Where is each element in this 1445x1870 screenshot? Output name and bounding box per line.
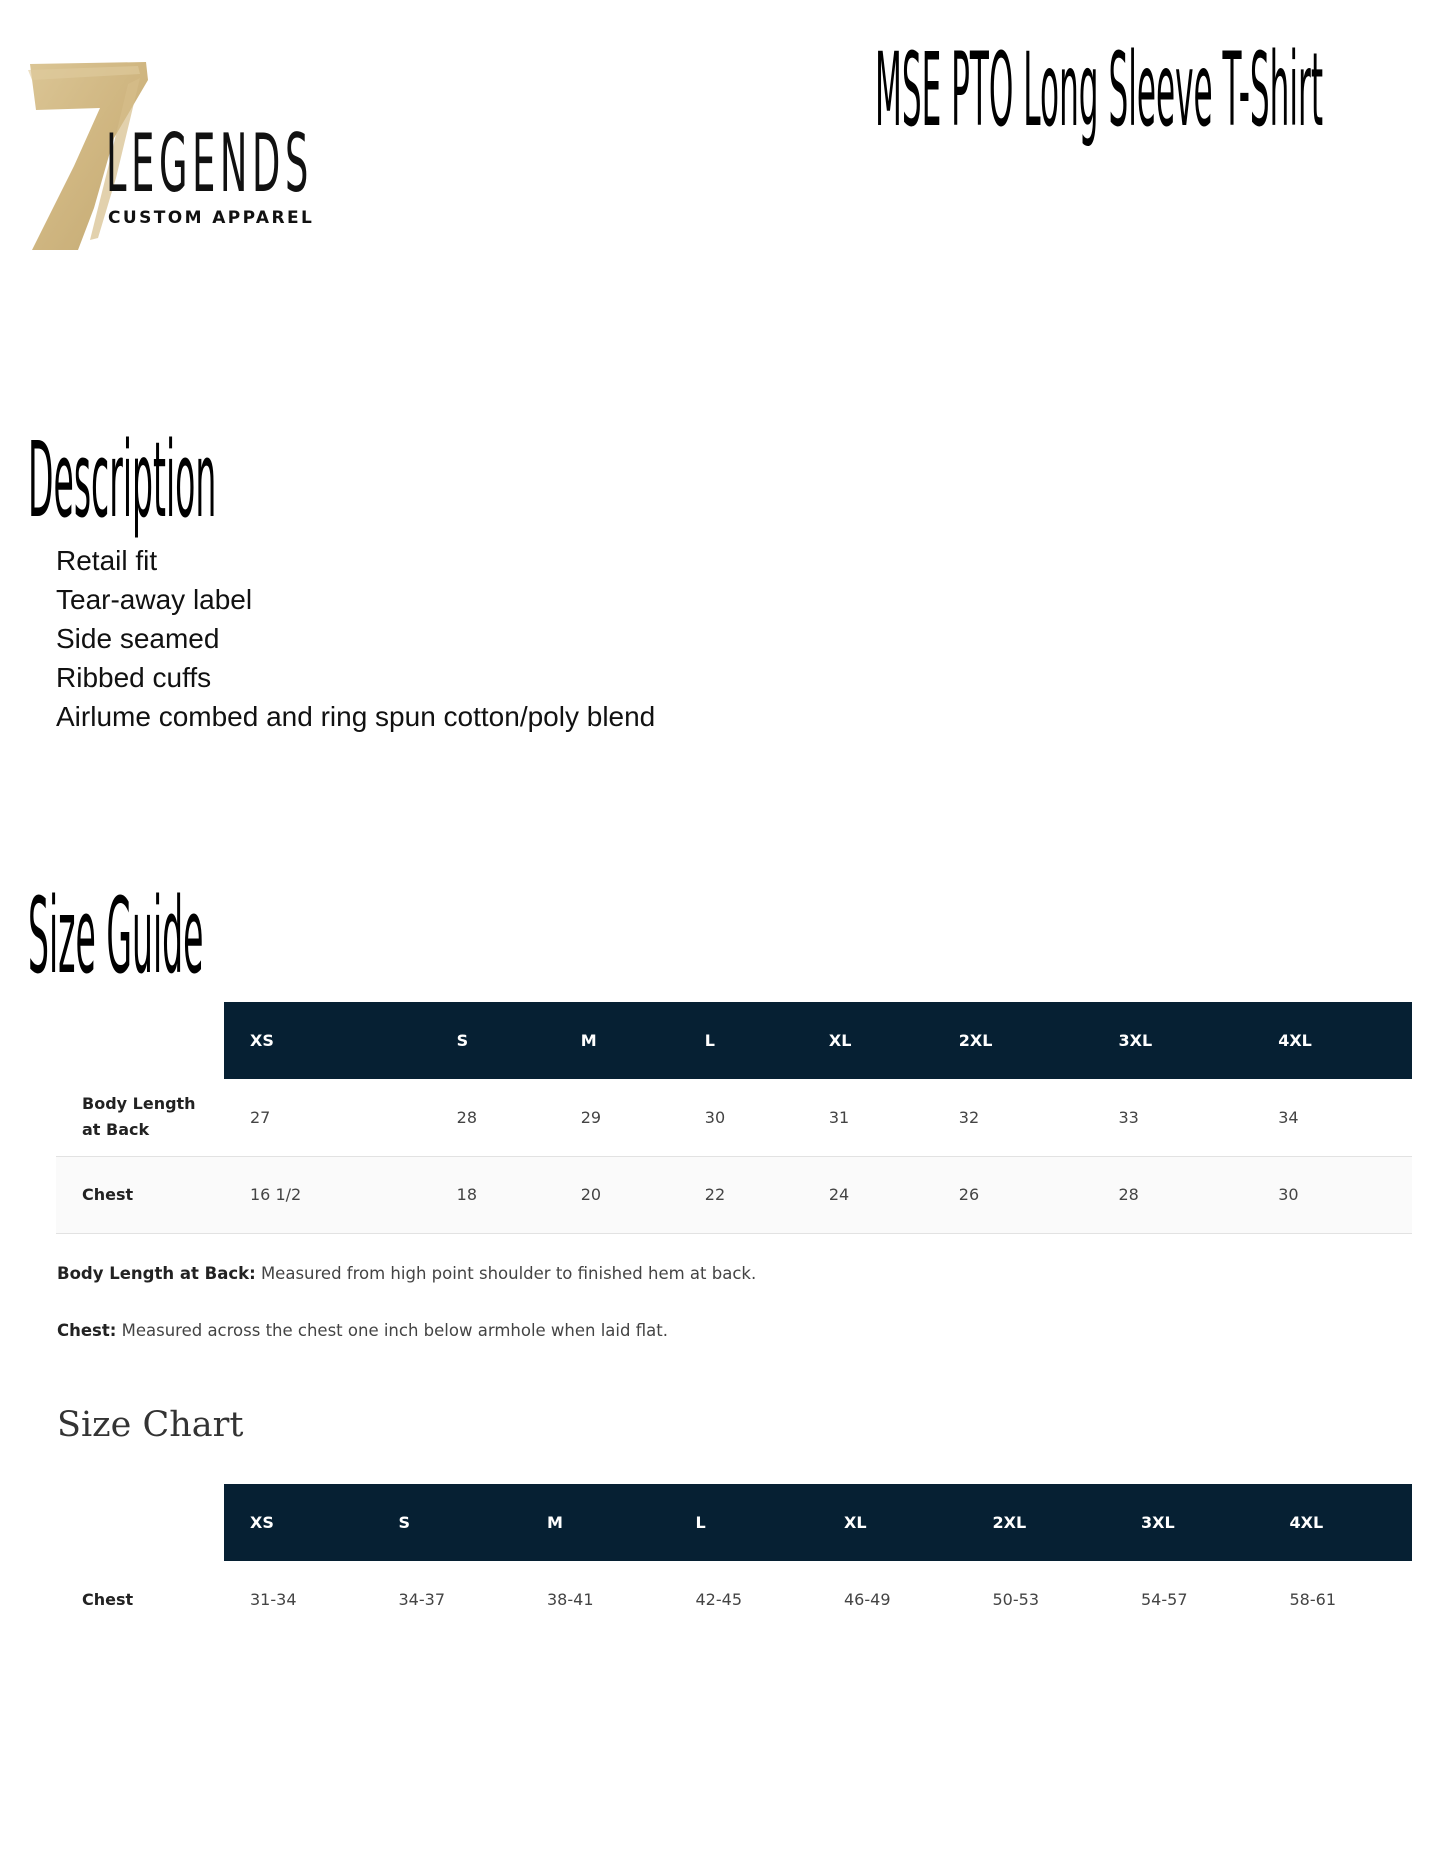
- table-cell: 22: [704, 1185, 726, 1204]
- table-row: [56, 1156, 1412, 1233]
- description-item: Ribbed cuffs: [56, 662, 212, 693]
- table-cell: 33: [1118, 1107, 1139, 1127]
- size-chart-header-row: [56, 1484, 1412, 1561]
- logo-subtitle: CUSTOM APPAREL: [108, 208, 315, 228]
- table-cell: 18: [456, 1185, 477, 1204]
- size-guide-heading: Size Guide: [28, 875, 204, 997]
- row-label-line: at Back: [82, 1120, 150, 1140]
- size-header-cell: S: [373, 1484, 522, 1561]
- table-cell: 32: [958, 1107, 980, 1127]
- size-header-cell: XL: [803, 1002, 933, 1079]
- body-length-note: [57, 1264, 756, 1283]
- size-header-cell: 3XL: [1115, 1484, 1264, 1561]
- note-term: Chest:: [57, 1321, 117, 1340]
- table-cell: 30: [1278, 1185, 1299, 1204]
- row-label-chest: Chest: [82, 1184, 134, 1204]
- size-header-cell: M: [555, 1002, 679, 1079]
- table-cell: 16 1/2: [250, 1185, 302, 1204]
- note-term: Body Length at Back:: [57, 1264, 256, 1283]
- table-cell: 24: [828, 1185, 850, 1204]
- table-cell: 58-61: [1289, 1590, 1336, 1609]
- table-cell: 54-57: [1141, 1590, 1188, 1609]
- note-text: Measured across the chest one inch below armhole when laid flat.: [116, 1321, 668, 1340]
- size-header-cell: 2XL: [933, 1002, 1093, 1079]
- size-header-cell: 3XL: [1092, 1002, 1252, 1079]
- size-header-cell: 4XL: [1252, 1002, 1412, 1079]
- table-cell: 29: [580, 1107, 602, 1127]
- size-guide-table: [56, 1002, 1412, 1234]
- size-header-cell: S: [431, 1002, 555, 1079]
- description-item: Airlume combed and ring spun cotton/poly blend: [56, 701, 656, 732]
- brand-logo: [28, 58, 315, 254]
- table-cell: 38-41: [547, 1590, 594, 1609]
- description-item: Side seamed: [56, 623, 220, 654]
- note-text: Measured from high point shoulder to finished hem at back.: [255, 1264, 757, 1283]
- size-chart-title: Size Chart: [57, 1405, 244, 1445]
- table-cell: 27: [250, 1107, 271, 1127]
- size-header-cell: 4XL: [1264, 1484, 1413, 1561]
- table-cell: 30: [704, 1107, 726, 1127]
- size-header-cell: XS: [224, 1484, 373, 1561]
- table-cell: 46-49: [844, 1590, 891, 1609]
- description-item: Retail fit: [56, 545, 158, 576]
- table-cell: 28: [456, 1107, 477, 1127]
- size-chart-table: [56, 1484, 1412, 1638]
- size-header-cell: XS: [224, 1002, 431, 1079]
- document-title: MSE PTO Long Sleeve T-Shirt: [875, 31, 1324, 150]
- size-header-cell: M: [521, 1484, 670, 1561]
- table-cell: 26: [958, 1185, 980, 1204]
- table-cell: 50-53: [992, 1590, 1039, 1609]
- table-cell: 31: [828, 1107, 850, 1127]
- size-header-cell: L: [679, 1002, 803, 1079]
- logo-wordmark: LEGENDS: [106, 117, 313, 210]
- table-cell: 20: [580, 1185, 602, 1204]
- row-label-chest: Chest: [82, 1589, 134, 1609]
- table-cell: 34-37: [398, 1590, 445, 1609]
- chest-note: [57, 1321, 668, 1340]
- header-corner-cell: [56, 1484, 224, 1561]
- row-label-body-length: [56, 1079, 224, 1156]
- row-label-line: Body Length: [82, 1094, 196, 1114]
- header-corner-cell: [56, 1002, 224, 1079]
- size-header-cell: 2XL: [967, 1484, 1116, 1561]
- size-header-cell: L: [670, 1484, 819, 1561]
- table-cell: 34: [1278, 1107, 1299, 1127]
- description-heading: Description: [28, 419, 217, 541]
- table-cell: 31-34: [250, 1590, 297, 1609]
- table-row: [56, 1079, 1412, 1156]
- size-guide-header-row: [56, 1002, 1412, 1079]
- table-cell: 28: [1118, 1185, 1139, 1204]
- table-cell: 42-45: [695, 1590, 742, 1609]
- description-list: [56, 541, 655, 736]
- size-header-cell: XL: [818, 1484, 967, 1561]
- description-item: Tear-away label: [56, 584, 253, 615]
- table-row: [56, 1561, 1412, 1638]
